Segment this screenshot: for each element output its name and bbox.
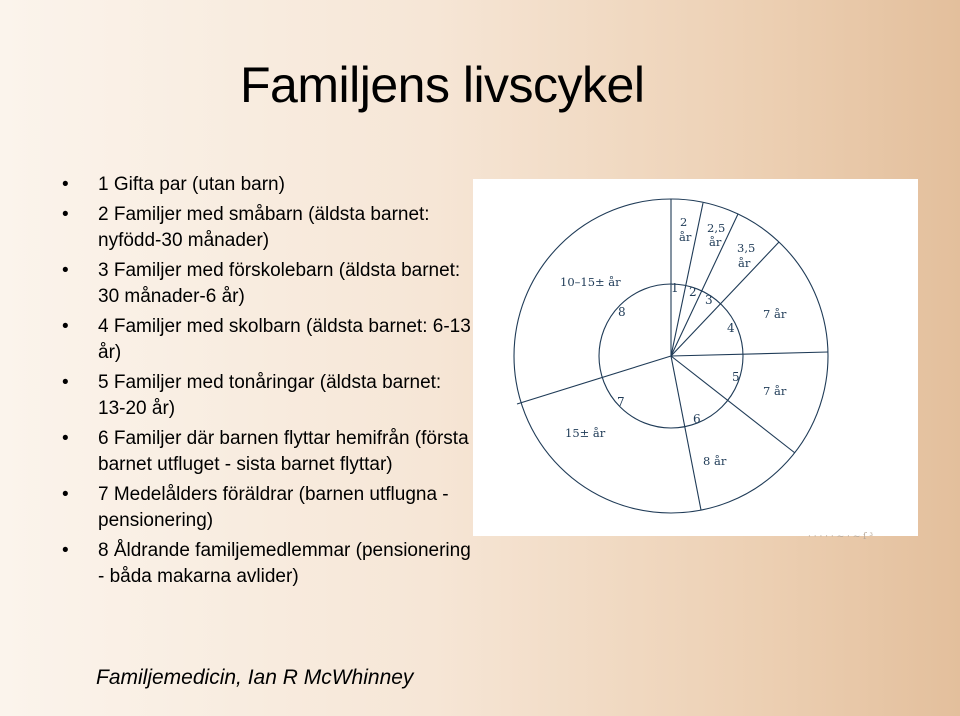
stage-list-item-5: • 5 Familjer med tonåringar (äldsta barnet: 13-20 år) [62, 370, 472, 422]
stage-number-3: 3 [705, 293, 713, 307]
duration-label-2-bottom: år [709, 235, 722, 249]
stage-number-7: 7 [617, 395, 625, 409]
sector-line-left [517, 356, 671, 404]
sector-line-bottom [671, 356, 701, 510]
stage-number-8: 8 [618, 305, 626, 319]
stage-list [62, 172, 472, 594]
stage-list-item-2: • 2 Familjer med småbarn (äldsta barnet: nyfödd-30 månader) [62, 202, 472, 254]
duration-label-1-top: 2 [680, 215, 688, 229]
life-cycle-wheel [473, 179, 918, 536]
stage-list-item-7: • 7 Medelålders föräldrar (barnen utflugna - pensionering) [62, 482, 472, 534]
slide-title: Familjens livscykel [240, 57, 645, 113]
duration-label-8: 10–15± år [560, 275, 621, 289]
stage-number-1: 1 [671, 281, 679, 295]
stage-list-item-8: • 8 Åldrande familjemedlemmar (pensionering - båda makarna avlider) [62, 538, 472, 590]
stage-list-item-4: • 4 Familjer med skolbarn (äldsta barnet: 6-13 år) [62, 314, 472, 366]
stage-number-5: 5 [732, 370, 740, 384]
stage-list-item-6: • 6 Familjer där barnen flyttar hemifrån (första barnet utfluget - sista barnet flyttar) [62, 426, 472, 478]
stage-number-4: 4 [727, 321, 735, 335]
duration-label-2-top: 2,5 [707, 221, 726, 235]
duration-label-6: 8 år [703, 454, 727, 468]
sector-line-right [671, 352, 828, 356]
duration-label-4: 7 år [763, 307, 787, 321]
sector-line-4 [671, 242, 779, 356]
duration-label-3-bottom: år [738, 256, 751, 270]
stage-number-6: 6 [693, 412, 701, 426]
duration-label-5: 7 år [763, 384, 787, 398]
stage-list-item-3: • 3 Familjer med förskolebarn (äldsta barnet: 30 månader-6 år) [62, 258, 472, 310]
duration-label-3-top: 3,5 [737, 241, 756, 255]
duration-label-1-bottom: år [679, 230, 692, 244]
duration-label-7: 15± år [565, 426, 606, 440]
source-credit: Familjemedicin, Ian R McWhinney [96, 666, 414, 689]
stage-list-item-1: • 1 Gifta par (utan barn) [62, 172, 472, 198]
faded-caption: · · · · · ~ · ~ ſ ³ [808, 532, 873, 542]
life-cycle-diagram [473, 179, 918, 536]
stage-number-2: 2 [689, 285, 697, 299]
